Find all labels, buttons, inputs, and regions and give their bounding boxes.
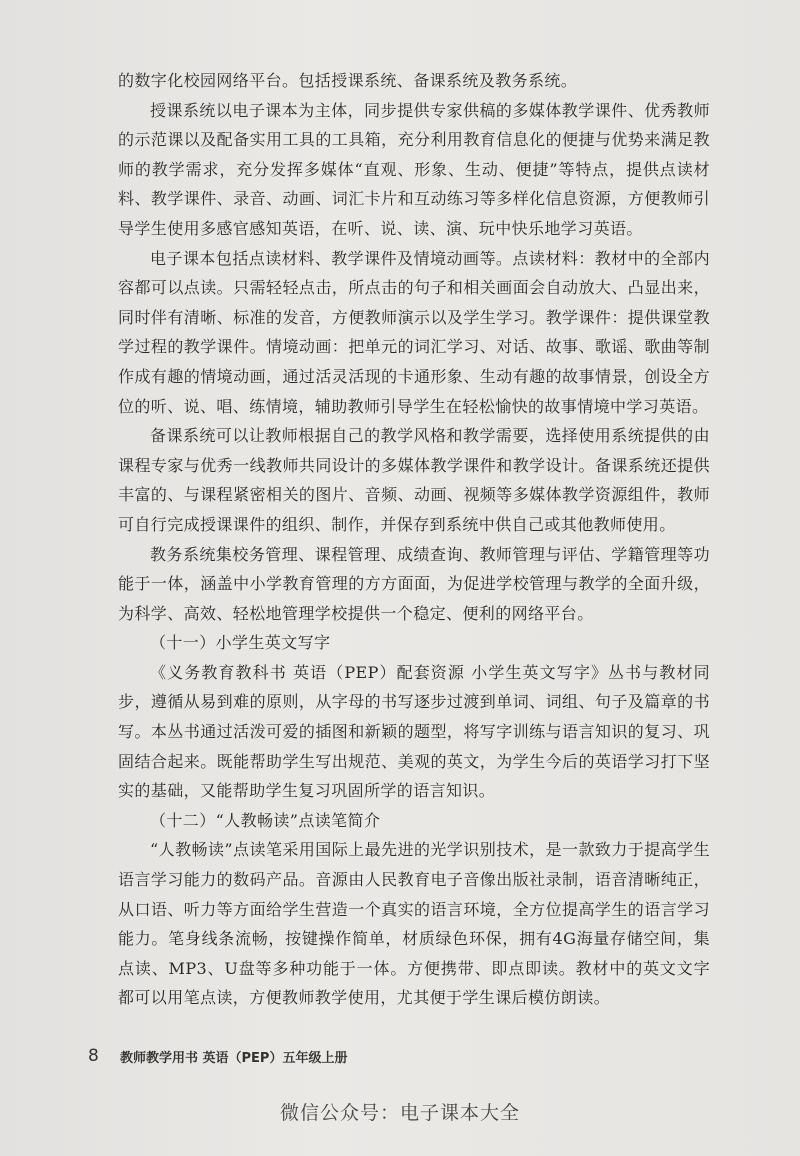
paragraph-teaching-system: 授课系统以电子课本为主体，同步提供专家供稿的多媒体教学课件、优秀教师的示范课以及配备实用工具的工具箱，充分利用教育信息化的便捷与优势来满足教师的教学需求，充分发挥多媒体“直观、形象、生动、便捷”等特点，提供点读材料、教学课件、录音、动画、词汇卡片和互动练习等多样化信息资源，方便教师引导学生使用多感官感知英语，在听、说、读、演、玩中快乐地学习英语。 — [118, 100, 710, 238]
paragraph-admin-system: 教务系统集校务管理、课程管理、成绩查询、教师管理与评估、学籍管理等功能于一体，涵盖中小学教育管理的方方面面，为促进学校管理与教学的全面升级，为科学、高效、轻松地管理学校提供一个稳定、便利的网络平台。 — [118, 544, 710, 623]
section-heading-12: （十二）“人教畅读”点读笔简介 — [150, 810, 381, 830]
paragraph-lesson-prep: 备课系统可以让教师根据自己的教学风格和教学需要，选择使用系统提供的由课程专家与优秀一线教师共同设计的多媒体教学课件和教学设计。备课系统还提供丰富的、与课程紧密相关的图片、音频、动画、视频等多媒体教学资源组件，教师可自行完成授课课件的组织、制作，并保存到系统中供自己或其他教师使用。 — [118, 426, 710, 534]
running-footer-title: 教师教学用书 英语（PEP）五年级上册 — [120, 1051, 348, 1066]
page-number: 8 — [88, 1046, 99, 1066]
paragraph-handwriting: 《义务教育教科书 英语（PEP）配套资源 小学生英文写字》丛书与教材同步，遵循从易到难的原则，从字母的书写逐步过渡到单词、词组、句子及篇章的书写。本丛书通过活泼可爱的插图和新颖的题型，将写字训练与语言知识的复习、巩固结合起来。既能帮助学生写出规范、美观的英文，为学生今后的英语学习打下坚实的基础，又能帮助学生复习巩固所学的语言知识。 — [118, 662, 710, 801]
body-text — [118, 66, 710, 1013]
paragraph-reading-pen: “人教畅读”点读笔采用国际上最先进的光学识别技术，是一款致力于提高学生语言学习能力的数码产品。音源由人民教育电子音像出版社录制，语音清晰纯正，从口语、听力等方面给学生营造一个真实的语言环境，全方位提高学生的语言学习能力。笔身线条流畅，按键操作简单，材质绿色环保，拥有4G海量存储空间，集点读、MP3、U盘等多种功能于一体。方便携带、即点即读。教材中的英文文字都可以用笔点读，方便教师教学使用，尤其便于学生课后模仿朗读。 — [118, 840, 710, 1008]
watermark-caption: 微信公众号：电子课本大全 — [279, 1102, 520, 1124]
paragraph-ebook: 电子课本包括点读材料、教学课件及情境动画等。点读材料：教材中的全部内容都可以点读。只需轻轻点击，所点击的句子和相关画面会自动放大、凸显出来，同时伴有清晰、标准的发音，方便教师演示以及学生学习。教学课件：提供课堂教学过程的教学课件。情境动画：把单元的词汇学习、对话、故事、歌谣、歌曲等制作成有趣的情境动画，通过活灵活现的卡通形象、生动有趣的故事情景，创设全方位的听、说、唱、练情境，辅助教师引导学生在轻松愉快的故事情境中学习英语。 — [118, 248, 710, 416]
section-heading-11: （十一）小学生英文写字 — [150, 633, 331, 653]
paragraph-continuation: 的数字化校园网络平台。包括授课系统、备课系统及教务系统。 — [118, 71, 578, 90]
